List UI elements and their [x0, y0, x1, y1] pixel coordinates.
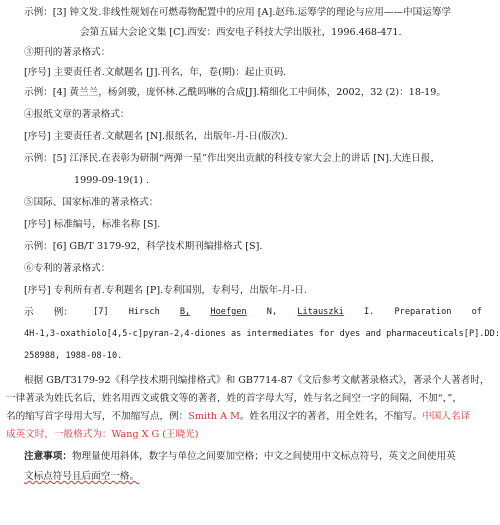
names-paragraph-line-4 [6, 428, 199, 441]
notes-label: 注意事项： [24, 451, 72, 462]
example-7-word: Hirsch [128, 307, 160, 317]
example-5-line-2: 1999-09-19(1) . [74, 175, 150, 186]
example-7-word: of [471, 307, 482, 317]
example-3-line-2: 会第五届大会论文集 [C].西安：西安电子科技大学出版社，1996.468-471. [80, 27, 402, 38]
names-text: 名的缩写首字母用大写，不加缩写点，例： [6, 411, 189, 422]
names-text: 。姓名用汉字的著者，用全姓名，不缩写。 [239, 411, 423, 422]
example-7-word: B, [179, 307, 191, 317]
chinese-name-note: 中国人名译 [422, 411, 471, 422]
notes-text: 文标点符号且后面空一格。 [24, 471, 140, 482]
example-5-line-1: 示例：[5] 江泽民.在表彰为研制“两弹一星”作出突出贡献的科技专家大会上的讲话 [N].大连日报， [24, 153, 441, 164]
example-7-line-2: 4H-1,3-oxathiolo[4,5-c]pyran-2,4-diones as intermediates for dyes and pharmaceuticals[P].DD: [24, 329, 500, 339]
notes-line-1 [24, 450, 456, 463]
example-3-line-1: 示例：[3] 钟文发.非线性规划在可燃毒物配置中的应用 [A].赵玮.运筹学的理论与应用——中国运筹学 [24, 7, 452, 18]
example-6-line: 示例：[6] GB/T 3179-92，科学技术期刊编排格式 [S]. [24, 241, 263, 252]
example-7-word: 示 [24, 307, 34, 318]
journal-format-template: [序号] 主要责任者.文献题名 [J].刊名，年，卷(期)：起止页码. [24, 67, 287, 78]
names-paragraph-line-3 [6, 410, 470, 423]
example-4-line: 示例：[4] 黄兰兰，杨剑骏，庞怀林.乙酰吗啉的合成[J].精细化工中间体，2002，32 (2)：18-19。 [24, 87, 446, 98]
example-7-line-1 [24, 306, 482, 319]
journal-format-heading: ③期刊的著录格式： [24, 47, 111, 58]
example-7-word: Preparation [394, 307, 452, 317]
newspaper-format-heading: ④报纸文章的著录格式： [24, 109, 130, 120]
example-7-word: 例： [53, 307, 73, 318]
name-example-smith: Smith A M [188, 411, 240, 422]
patent-format-template: [序号] 专利所有者.专利题名 [P].专利国别，专利号，出版年-月-日. [24, 285, 308, 296]
example-7-word: N, [266, 307, 278, 317]
notes-line-2 [24, 470, 139, 483]
example-7-word: Litauszki [297, 307, 344, 317]
example-7-word: Hoefgen [210, 307, 247, 317]
chinese-name-note: 成英文时，一般格式为： [6, 429, 112, 440]
example-7-line-3: 258988, 1988-08-10. [24, 351, 123, 361]
patent-format-heading: ⑥专利的著录格式： [24, 263, 111, 274]
standard-format-heading: ⑤国际、国家标准的著录格式： [24, 197, 159, 208]
newspaper-format-template: [序号] 主要责任者.文献题名 [N].报纸名，出版年-月-日(版次). [24, 131, 288, 142]
names-paragraph-line-1: 根据 GB/T3179-92《科学技术期刊编排格式》和 GB7714-87《文后参考文献著录格式》，著录个人著者时， [24, 375, 490, 386]
example-7-word: [7] [93, 307, 109, 317]
notes-text: 物理量使用斜体，数字与单位之间要加空格；中文之间使用中文标点符号，英文之间使用英 [71, 451, 456, 462]
standard-format-template: [序号] 标准编号，标准名称 [S]. [24, 219, 161, 230]
name-example-wang: Wang X G (王晓光) [111, 429, 199, 440]
names-paragraph-line-2: 一律著录为姓氏名后，姓名用西文或俄文等的著者，姓的首字母大写，姓与名之间空一字的间隔，不加“，”， [6, 393, 462, 404]
example-7-word: I. [364, 307, 375, 317]
